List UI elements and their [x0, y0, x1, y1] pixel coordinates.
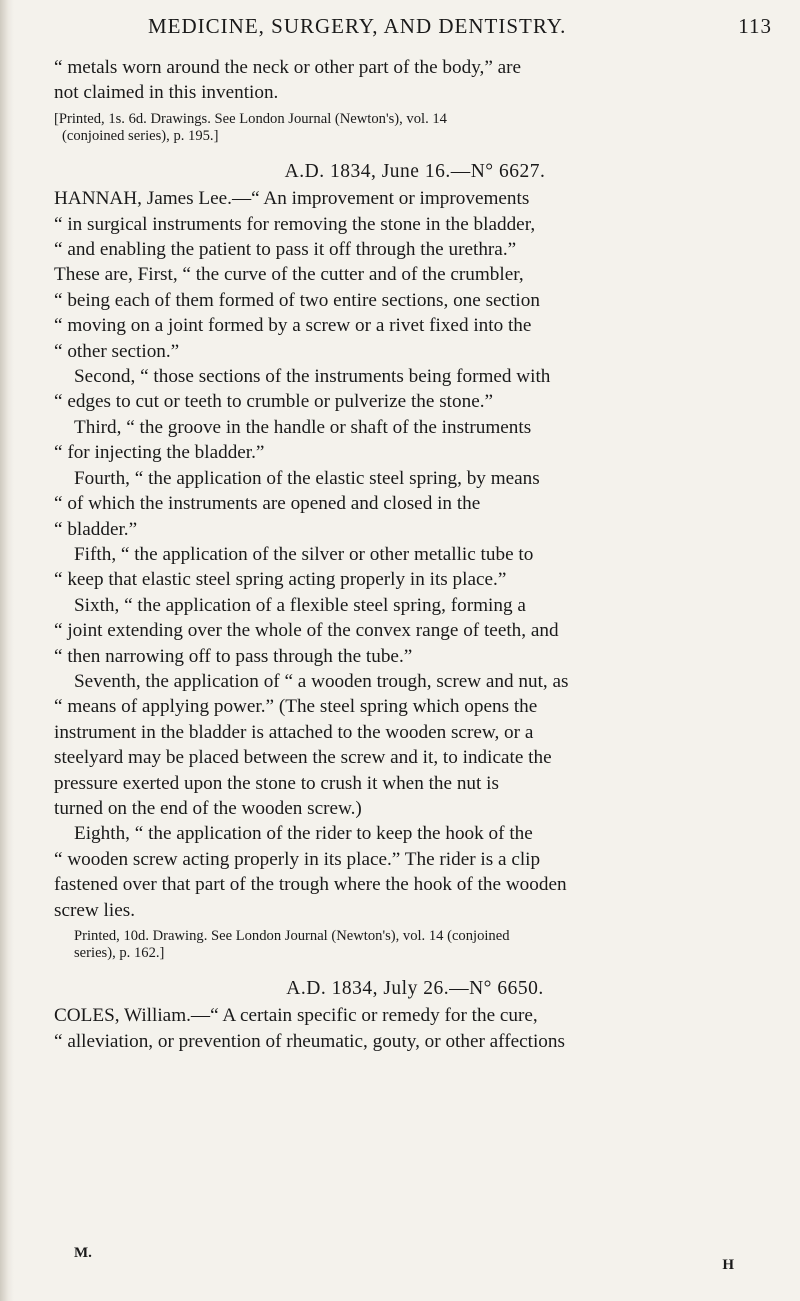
- signature-right: H: [722, 1257, 734, 1273]
- text-line: “ alleviation, or prevention of rheumatic, gouty, or other affections: [54, 1030, 565, 1052]
- text-line: pressure exerted upon the stone to crush it when the nut is: [54, 772, 499, 794]
- text-line: “ other section.”: [54, 340, 180, 362]
- print-reference: [54, 111, 776, 145]
- entry-date-heading: A.D. 1834, July 26.—N° 6650.: [286, 978, 544, 999]
- text-line: “ wooden screw acting properly in its place.” The rider is a clip: [54, 848, 541, 870]
- reference-line: series), p. 162.]: [74, 945, 165, 961]
- page-body: [54, 55, 776, 1054]
- signature-left: M.: [74, 1245, 92, 1261]
- text-line: fastened over that part of the trough where the hook of the wooden: [54, 874, 567, 896]
- patent-entry: [54, 186, 776, 923]
- entry-continuation: [54, 55, 776, 106]
- text-line: “ of which the instruments are opened and closed in the: [54, 493, 481, 515]
- text-line: “ means of applying power.” (The steel spring which opens the: [54, 696, 538, 718]
- text-line: “ joint extending over the whole of the convex range of teeth, and: [54, 620, 559, 642]
- text-line: “ edges to cut or teeth to crumble or pulverize the stone.”: [54, 391, 494, 413]
- text-line: Eighth, “ the application of the rider to keep the hook of the: [74, 823, 533, 845]
- text-line: Fifth, “ the application of the silver or other metallic tube to: [74, 543, 534, 565]
- text-line: screw lies.: [54, 899, 135, 921]
- reference-line: (conjoined series), p. 195.]: [62, 127, 219, 144]
- text-line: These are, First, “ the curve of the cutter and of the crumbler,: [54, 264, 524, 286]
- page-number: 113: [738, 14, 772, 38]
- text-line: Sixth, “ the application of a flexible steel spring, forming a: [74, 594, 526, 616]
- text-line: steelyard may be placed between the screw and it, to indicate the: [54, 747, 552, 769]
- text-line: Seventh, the application of “ a wooden trough, screw and nut, as: [74, 670, 569, 692]
- text-line: turned on the end of the wooden screw.): [54, 797, 362, 819]
- text-line: “ and enabling the patient to pass it off through the urethra.”: [54, 239, 517, 261]
- text-line: “ for injecting the bladder.”: [54, 442, 265, 464]
- text-line: “ keep that elastic steel spring acting properly in its place.”: [54, 569, 507, 591]
- text-line: instrument in the bladder is attached to the wooden screw, or a: [54, 721, 534, 743]
- page-gutter-shadow: [0, 0, 14, 1301]
- text-line: “ metals worn around the neck or other part of the body,” are: [54, 57, 522, 78]
- text-line: not claimed in this invention.: [54, 82, 279, 104]
- entry-date-heading: A.D. 1834, June 16.—N° 6627.: [284, 160, 546, 182]
- text-line: “ in surgical instruments for removing the stone in the bladder,: [54, 213, 536, 235]
- reference-line: Printed, 10d. Drawing. See London Journal (Newton's), vol. 14 (conjoined: [74, 928, 510, 944]
- text-line: “ being each of them formed of two entire sections, one section: [54, 289, 540, 311]
- text-line: HANNAH, James Lee.—“ An improvement or improvements: [54, 188, 530, 210]
- print-reference: [54, 928, 776, 962]
- running-title: MEDICINE, SURGERY, AND DENTISTRY.: [148, 14, 567, 38]
- text-line: Third, “ the groove in the handle or shaft of the instruments: [74, 416, 532, 438]
- text-line: “ bladder.”: [54, 518, 138, 540]
- text-line: Second, “ those sections of the instruments being formed with: [74, 366, 551, 388]
- patent-entry: [54, 1003, 776, 1054]
- text-line: “ moving on a joint formed by a screw or a rivet fixed into the: [54, 315, 532, 337]
- reference-line: [Printed, 1s. 6d. Drawings. See London Journal (Newton's), vol. 14: [54, 110, 447, 127]
- text-line: Fourth, “ the application of the elastic steel spring, by means: [74, 467, 540, 489]
- text-line: COLES, William.—“ A certain specific or remedy for the cure,: [54, 1005, 538, 1027]
- text-line: “ then narrowing off to pass through the tube.”: [54, 645, 413, 667]
